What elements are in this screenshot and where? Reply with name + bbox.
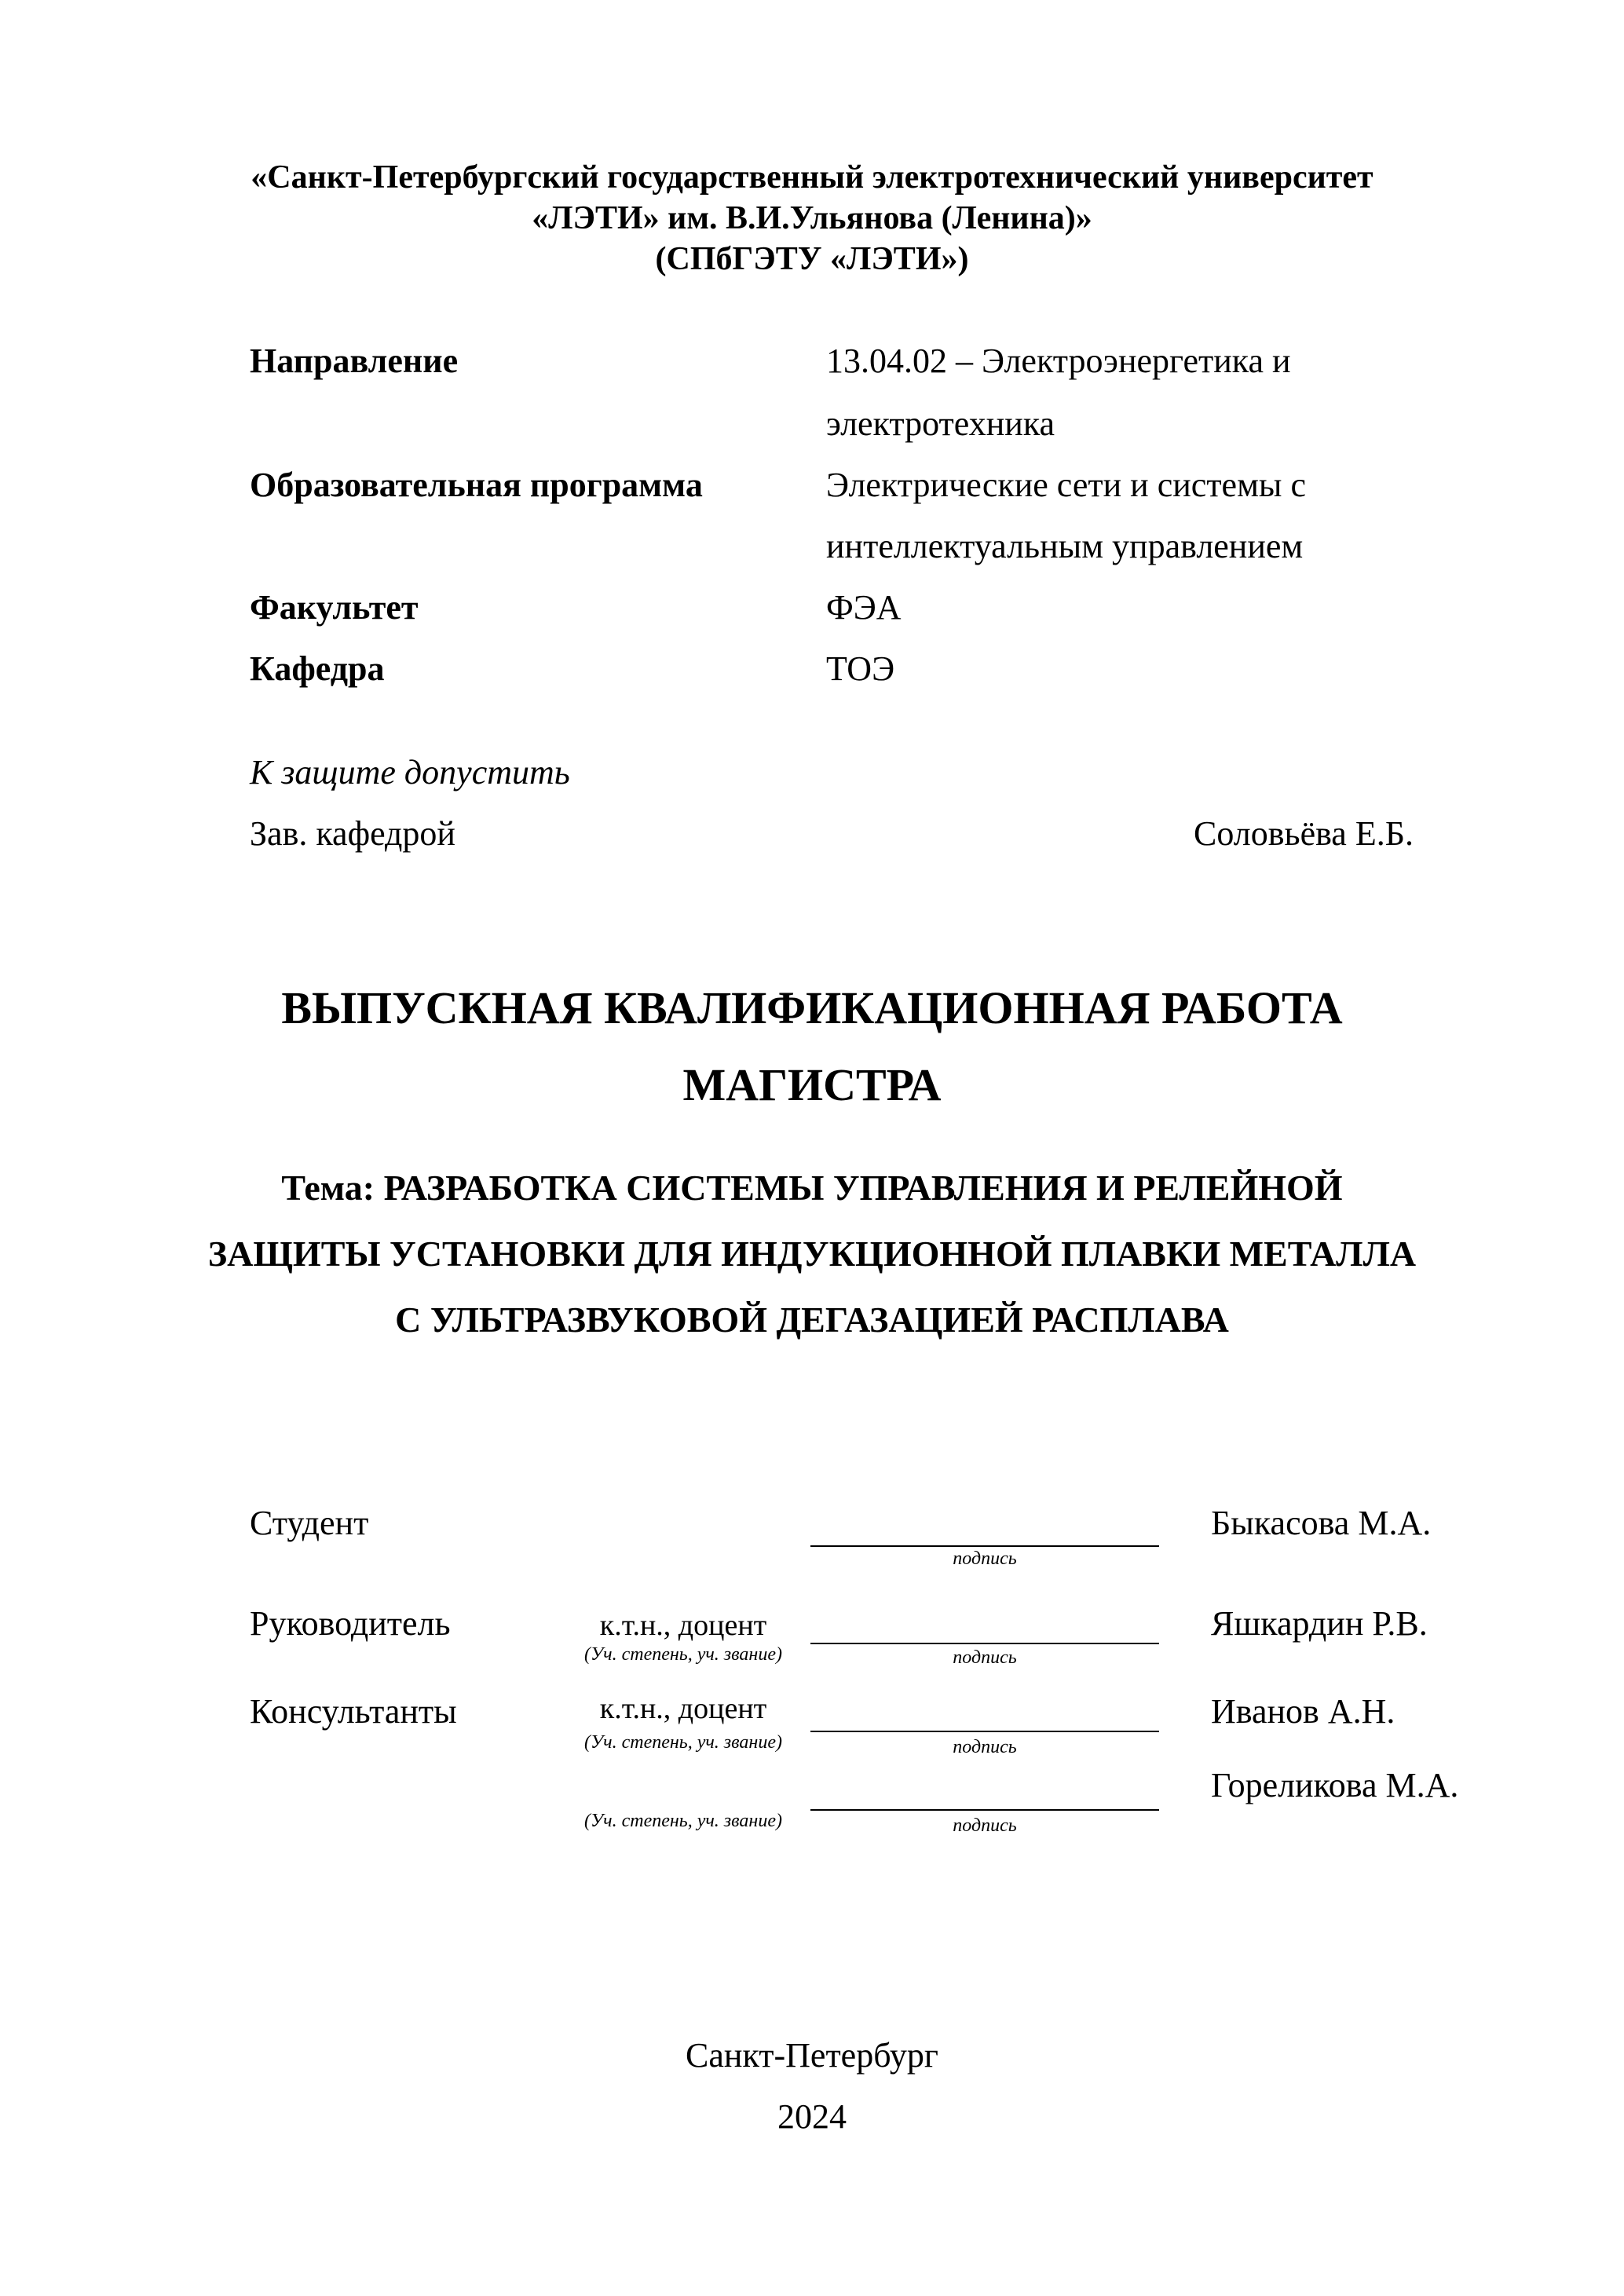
consultant1-name: Иванов А.Н. [1211, 1692, 1395, 1731]
consultant1-signature-caption: подпись [953, 1737, 1017, 1757]
student-signature-line [810, 1545, 1159, 1547]
head-of-department-name: Соловьёва Е.Б. [1194, 814, 1414, 853]
topic-line2: ЗАЩИТЫ УСТАНОВКИ ДЛЯ ИНДУКЦИОННОЙ ПЛАВКИ МЕТАЛЛА [207, 1234, 1417, 1274]
admit-text: К защите допустить [250, 753, 570, 792]
department-value: ТОЭ [826, 649, 895, 688]
student-signature-caption: подпись [953, 1548, 1017, 1569]
supervisor-name: Яшкардин Р.В. [1211, 1604, 1428, 1643]
consultant2-signature-caption: подпись [953, 1815, 1017, 1836]
supervisor-degree: к.т.н., доцент [599, 1609, 767, 1642]
faculty-value: ФЭА [826, 588, 902, 627]
consultants-label: Консультанты [250, 1692, 457, 1731]
university-name-line2: «ЛЭТИ» им. В.И.Ульянова (Ленина)» [532, 200, 1092, 236]
university-abbrev: (СПбГЭТУ «ЛЭТИ») [655, 241, 969, 277]
student-name: Быкасова М.А. [1211, 1504, 1432, 1542]
university-header [0, 157, 1624, 280]
work-title-line1: ВЫПУСКНАЯ КВАЛИФИКАЦИОННАЯ РАБОТА [281, 982, 1343, 1033]
student-label: Студент [250, 1504, 369, 1542]
supervisor-signature-caption: подпись [953, 1647, 1017, 1668]
consultant1-signature-line [810, 1731, 1159, 1732]
topic-line1: Тема: РАЗРАБОТКА СИСТЕМЫ УПРАВЛЕНИЯ И РЕЛЕЙНОЙ [281, 1168, 1343, 1208]
university-name-line1: «Санкт-Петербургский государственный электротехнический университет [251, 159, 1373, 196]
supervisor-degree-hint: (Уч. степень, уч. звание) [584, 1644, 782, 1665]
program-value-2: интеллектуальным управлением [826, 527, 1304, 565]
city: Санкт-Петербург [686, 2036, 938, 2075]
supervisor-signature-line [810, 1643, 1159, 1644]
program-label: Образовательная программа [250, 466, 703, 504]
consultant1-degree-hint: (Уч. степень, уч. звание) [584, 1732, 782, 1753]
consultant1-degree: к.т.н., доцент [599, 1692, 767, 1725]
year: 2024 [777, 2097, 847, 2136]
topic-line3: С УЛЬТРАЗВУКОВОЙ ДЕГАЗАЦИЕЙ РАСПЛАВА [395, 1300, 1229, 1340]
supervisor-label: Руководитель [250, 1604, 451, 1643]
faculty-label: Факультет [250, 588, 419, 627]
direction-label: Направление [250, 342, 459, 380]
consultant2-degree-hint: (Уч. степень, уч. звание) [584, 1811, 782, 1831]
consultant2-signature-line [810, 1809, 1159, 1811]
work-title-line2: МАГИСТРА [682, 1059, 942, 1110]
head-of-department-label: Зав. кафедрой [250, 814, 455, 853]
direction-value-1: 13.04.02 – Электроэнергетика и [826, 342, 1291, 380]
department-label: Кафедра [250, 649, 385, 688]
program-value-1: Электрические сети и системы с [826, 466, 1307, 504]
consultant2-name: Гореликова М.А. [1211, 1766, 1459, 1804]
direction-value-2: электротехника [826, 404, 1055, 443]
